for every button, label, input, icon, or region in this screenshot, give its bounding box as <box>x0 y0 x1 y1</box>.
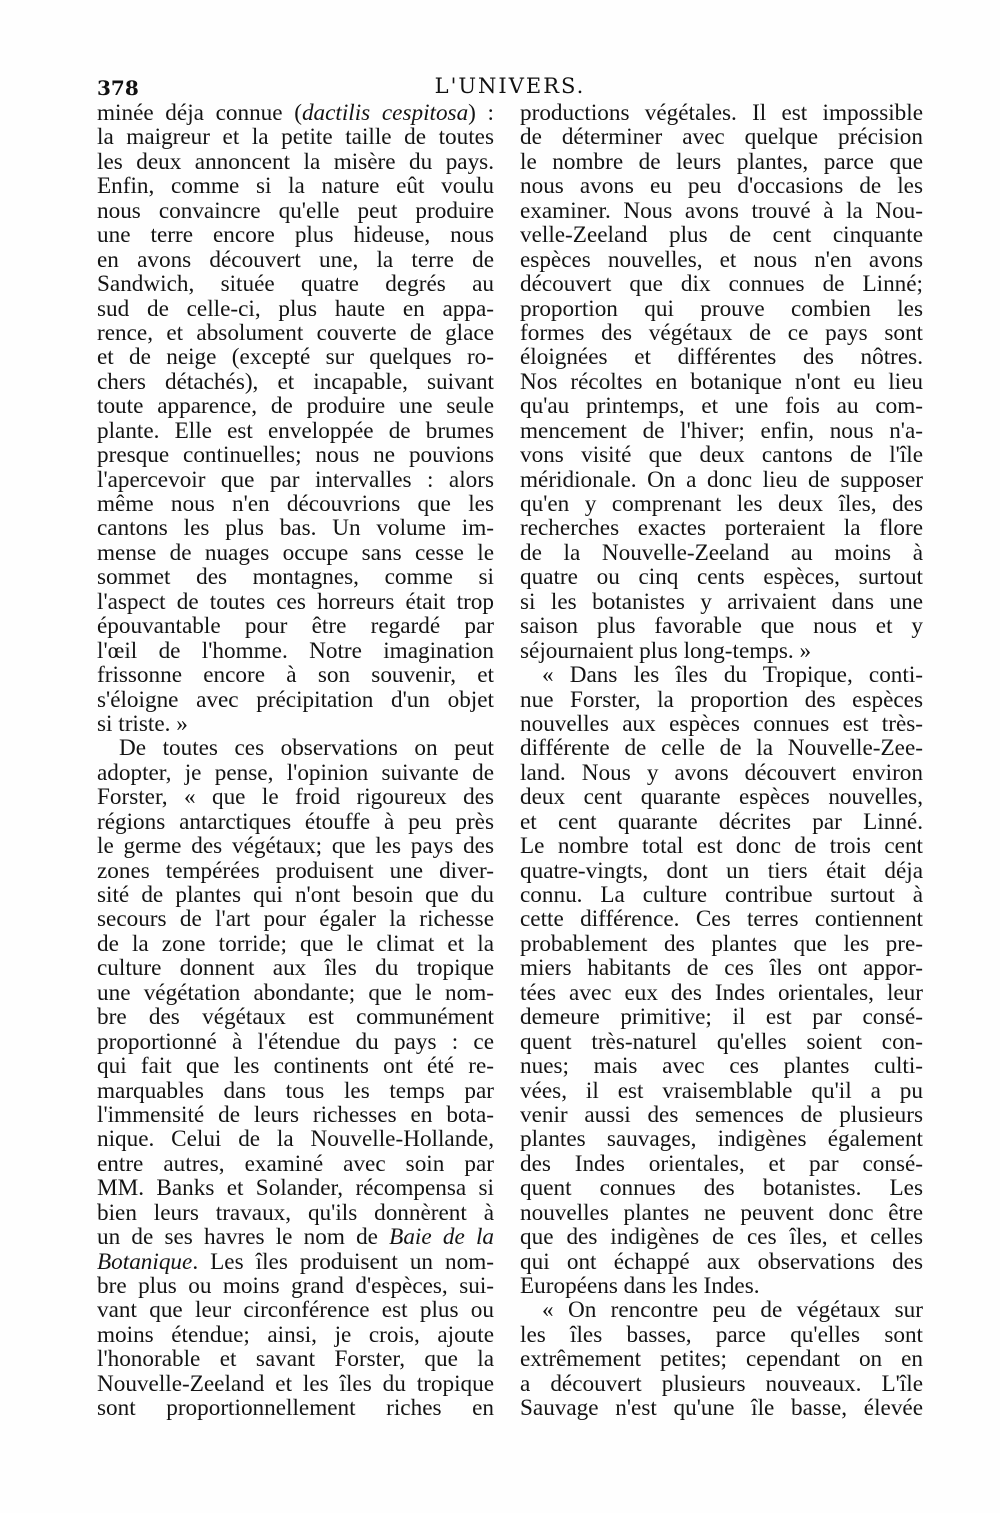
text-line <box>97 981 494 1005</box>
text-line <box>97 1298 494 1322</box>
text-line <box>520 614 923 638</box>
text-segment: cantons les plus bas. Un volume im- <box>97 515 494 542</box>
text-line <box>97 810 494 834</box>
text-line <box>520 419 923 443</box>
italic-text-segment: Baie de la <box>389 1224 494 1251</box>
text-line <box>97 639 494 663</box>
right-text-column <box>520 101 923 1421</box>
left-text-column <box>97 101 494 1421</box>
text-line <box>520 125 923 149</box>
text-line <box>97 492 494 516</box>
text-line <box>97 394 494 418</box>
text-line <box>520 174 923 198</box>
text-segment: proportionné à l'étendue du pays : ce <box>97 1028 494 1055</box>
text-line <box>520 370 923 394</box>
text-line <box>97 1005 494 1029</box>
text-segment: quent connues des botanistes. Les <box>520 1175 923 1202</box>
text-line <box>97 468 494 492</box>
text-segment: venir aussi des semences de plusieurs <box>520 1101 923 1128</box>
text-line <box>97 150 494 174</box>
text-line <box>97 956 494 980</box>
text-line <box>97 761 494 785</box>
text-segment: Sandwich, située quatre degrés au <box>97 271 494 298</box>
text-segment: découvert que dix connues de Linné; <box>520 271 923 298</box>
text-line <box>520 1201 923 1225</box>
text-segment: une végétation abondante; que le nom- <box>97 979 494 1006</box>
text-segment: moins étendue; ainsi, je crois, ajoute <box>97 1321 494 1348</box>
text-line <box>97 101 494 125</box>
text-segment: presque continuelles; nous ne pouvions <box>97 442 494 469</box>
text-segment: que des indigènes de ces îles, et celles <box>520 1224 923 1251</box>
text-segment: l'aspect de toutes ces horreurs était trop <box>97 588 494 615</box>
text-line <box>520 932 923 956</box>
text-line <box>520 1079 923 1103</box>
text-segment: les deux annoncent la misère du pays. <box>97 148 494 175</box>
text-line <box>520 663 923 687</box>
text-line <box>97 1372 494 1396</box>
text-line <box>97 419 494 443</box>
text-segment: bre des végétaux est communément <box>97 1004 494 1031</box>
text-segment: land. Nous y avons découvert environ <box>520 759 923 786</box>
text-line <box>97 199 494 223</box>
text-segment: examiner. Nous avons trouvé à la Nou- <box>520 197 923 224</box>
text-line <box>520 321 923 345</box>
text-line <box>520 223 923 247</box>
text-segment: quatre-vingts, dont un tiers était déja <box>520 857 923 884</box>
text-segment: recherches exactes porteraient la flore <box>520 515 923 542</box>
text-line <box>520 785 923 809</box>
text-line <box>520 272 923 296</box>
text-segment: quent très-naturel qu'elles soient con- <box>520 1028 923 1055</box>
text-line <box>97 321 494 345</box>
text-line <box>97 1152 494 1176</box>
text-segment: qui fait que les continents ont été re- <box>97 1053 494 1080</box>
text-line <box>97 614 494 638</box>
text-segment: de la Nouvelle-Zeeland au moins à <box>520 539 923 566</box>
text-line <box>520 516 923 540</box>
text-line <box>97 712 494 736</box>
text-segment: Forster, « que le froid rigoureux des <box>97 784 494 811</box>
text-line <box>97 125 494 149</box>
text-segment: miers habitants de ces îles ont appor- <box>520 955 923 982</box>
text-line <box>520 1274 923 1298</box>
text-segment: marquables dans tous les temps par <box>97 1077 494 1104</box>
text-line <box>520 199 923 223</box>
text-line <box>520 1103 923 1127</box>
italic-text-segment: Botanique <box>97 1248 193 1275</box>
text-segment: a découvert plusieurs nouveaux. L'île <box>520 1370 923 1397</box>
text-line <box>520 1323 923 1347</box>
text-line <box>520 1054 923 1078</box>
text-line <box>97 1396 494 1420</box>
text-line <box>520 1127 923 1151</box>
text-line <box>97 663 494 687</box>
text-line <box>97 370 494 394</box>
text-segment: l'apercevoir que par intervalles : alors <box>97 466 494 493</box>
text-line <box>520 1176 923 1200</box>
text-segment: adopter, je pense, l'opinion suivante de <box>97 759 494 786</box>
running-title: L'UNIVERS. <box>434 74 586 98</box>
text-line <box>520 1396 923 1420</box>
text-line <box>520 101 923 125</box>
text-segment: nous convaincre qu'elle peut produire <box>97 197 494 224</box>
text-segment: Le nombre total est donc de trois cent <box>520 833 923 860</box>
text-segment: toute apparence, de produire une seule <box>97 393 494 420</box>
text-line <box>97 736 494 760</box>
text-segment: secours de l'art pour égaler la richesse <box>97 906 494 933</box>
text-line <box>520 1298 923 1322</box>
text-line <box>97 1030 494 1054</box>
text-segment: cette différence. Ces terres contiennent <box>520 906 923 933</box>
text-segment: Sauvage n'est qu'une île basse, élevée <box>520 1395 923 1422</box>
text-segment: minée déja connue ( <box>97 100 302 126</box>
text-line <box>97 834 494 858</box>
text-segment: « On rencontre peu de végétaux sur <box>542 1297 923 1324</box>
text-segment: même nous n'en découvrions que les <box>97 491 494 517</box>
text-segment: le nombre de leurs plantes, parce que <box>520 148 923 175</box>
text-line <box>97 345 494 369</box>
text-line <box>520 394 923 418</box>
text-segment: et de neige (excepté sur quelques ro- <box>97 344 494 371</box>
text-segment: velle-Zeeland plus de cent cinquante <box>520 222 923 249</box>
text-segment: mense de nuages occupe sans cesse le <box>97 539 494 566</box>
text-line <box>97 1176 494 1200</box>
text-line <box>520 810 923 834</box>
text-segment: qu'au printemps, et une fois au com- <box>520 393 923 420</box>
text-line <box>97 1347 494 1371</box>
text-segment: une terre encore plus hideuse, nous <box>97 222 494 249</box>
text-segment: qu'en y comprenant les deux îles, des <box>520 491 923 517</box>
text-line <box>520 981 923 1005</box>
text-segment: extrêmement petites; cependant on en <box>520 1346 923 1373</box>
text-line <box>520 639 923 663</box>
text-segment: nue Forster, la proportion des espèces <box>520 686 923 713</box>
text-segment: saison plus favorable que nous et y <box>520 613 923 640</box>
text-segment: régions antarctiques étouffe à peu près <box>97 808 494 835</box>
text-line <box>97 907 494 931</box>
text-segment: plante. Elle est enveloppée de brumes <box>97 417 494 444</box>
text-segment: vées, il est vraisemblable qu'il a pu <box>520 1077 923 1104</box>
text-line <box>520 590 923 614</box>
text-segment: Européens dans les Indes. <box>520 1273 760 1299</box>
text-line <box>97 443 494 467</box>
text-segment: méridionale. On a donc lieu de supposer <box>520 466 923 493</box>
text-segment: si triste. » <box>97 710 188 737</box>
page-header <box>97 72 923 102</box>
text-segment: bien leurs travaux, qu'ils donnèrent à <box>97 1199 494 1226</box>
text-line <box>520 1250 923 1274</box>
text-line <box>97 1323 494 1347</box>
text-segment: nouvelles plantes ne peuvent donc être <box>520 1199 923 1226</box>
text-segment: Nos récoltes en botanique n'ont eu lieu <box>520 368 923 395</box>
text-line <box>520 712 923 736</box>
text-segment: vant que leur circonférence est plus ou <box>97 1297 494 1324</box>
text-segment: « Dans les îles du Tropique, conti- <box>542 662 923 689</box>
italic-text-segment: dactilis cespitosa <box>301 100 469 126</box>
page-number: 378 <box>97 76 139 100</box>
text-segment: épouvantable pour être regardé par <box>97 613 494 640</box>
text-line <box>97 1250 494 1274</box>
text-segment: mencement de l'hiver; enfin, nous n'a- <box>520 417 923 444</box>
text-line <box>520 297 923 321</box>
text-segment: sommet des montagnes, comme si <box>97 564 494 591</box>
text-segment: proportion qui prouve combien les <box>520 295 923 322</box>
text-line <box>520 345 923 369</box>
text-segment: nues; mais avec ces plantes culti- <box>520 1053 923 1080</box>
text-segment: sud de celle-ci, plus haute en appa- <box>97 295 494 322</box>
text-line <box>520 1372 923 1396</box>
text-segment: des Indes orientales, et par consé- <box>520 1150 923 1177</box>
text-line <box>520 736 923 760</box>
text-line <box>97 1103 494 1127</box>
text-segment: entre autres, examiné avec soin par <box>97 1150 494 1177</box>
text-segment: vons visité que deux cantons de l'île <box>520 442 923 469</box>
text-line <box>520 541 923 565</box>
text-segment: probablement des plantes que les pre- <box>520 930 923 957</box>
text-line <box>97 248 494 272</box>
text-line <box>520 761 923 785</box>
text-segment: rence, et absolument couverte de glace <box>97 319 494 346</box>
text-line <box>520 1030 923 1054</box>
text-line <box>97 932 494 956</box>
text-line <box>520 688 923 712</box>
text-segment: bre plus ou moins grand d'espèces, sui- <box>97 1273 494 1299</box>
text-line <box>520 907 923 931</box>
text-segment: zones tempérées produisent une diver- <box>97 857 494 884</box>
text-segment: nouvelles aux espèces connues est très- <box>520 710 923 737</box>
text-segment: culture donnent aux îles du tropique <box>97 955 494 982</box>
text-line <box>520 883 923 907</box>
text-line <box>97 1225 494 1249</box>
text-segment: nous avons eu peu d'occasions de les <box>520 173 923 200</box>
text-segment: de déterminer avec quelque précision <box>520 124 923 151</box>
text-line <box>97 883 494 907</box>
text-line <box>97 223 494 247</box>
text-segment: frissonne encore à son souvenir, et <box>97 662 494 689</box>
text-segment: Nouvelle-Zeeland et les îles du tropique <box>97 1370 494 1397</box>
text-segment: éloignées et différentes des nôtres. <box>520 344 923 371</box>
text-line <box>520 565 923 589</box>
text-line <box>97 272 494 296</box>
text-line <box>97 297 494 321</box>
text-line <box>97 1054 494 1078</box>
text-segment: quatre ou cinq cents espèces, surtout <box>520 564 923 591</box>
text-segment: chers détachés), et incapable, suivant <box>97 368 494 395</box>
text-segment: s'éloigne avec précipitation d'un objet <box>97 686 494 713</box>
text-line <box>520 859 923 883</box>
text-line <box>520 248 923 272</box>
text-line <box>520 468 923 492</box>
text-segment: séjournaient plus long-temps. » <box>520 637 812 664</box>
text-segment: si les botanistes y arrivaient dans une <box>520 588 923 615</box>
text-segment: qui ont échappé aux observations des <box>520 1248 923 1275</box>
text-line <box>520 834 923 858</box>
text-segment: en avons découvert une, la terre de <box>97 246 494 273</box>
text-line <box>520 492 923 516</box>
text-segment: demeure primitive; il est par consé- <box>520 1004 923 1031</box>
text-line <box>97 859 494 883</box>
text-segment: plantes sauvages, indigènes également <box>520 1126 923 1153</box>
text-segment: connu. La culture contribue surtout à <box>520 882 923 908</box>
text-line <box>97 1079 494 1103</box>
text-line <box>520 1005 923 1029</box>
text-line <box>97 541 494 565</box>
text-segment: sont proportionnellement riches en <box>97 1395 494 1422</box>
text-segment: et cent quarante décrites par Linné. <box>520 808 923 835</box>
text-segment: ) : <box>468 100 494 126</box>
text-segment: différente de celle de la Nouvelle-Zee- <box>520 735 923 762</box>
text-line <box>97 785 494 809</box>
text-line <box>520 150 923 174</box>
text-line <box>520 443 923 467</box>
text-line <box>97 1274 494 1298</box>
text-segment: l'honorable et savant Forster, que la <box>97 1346 494 1373</box>
text-line <box>97 516 494 540</box>
text-line <box>520 1152 923 1176</box>
text-segment: de la zone torride; que le climat et la <box>97 930 494 957</box>
text-line <box>97 688 494 712</box>
text-line <box>97 1127 494 1151</box>
text-segment: l'œil de l'homme. Notre imagination <box>97 637 494 664</box>
text-segment: tées avec eux des Indes orientales, leur <box>520 979 923 1006</box>
text-segment: . Les îles produisent un nom- <box>192 1248 494 1275</box>
text-segment: espèces nouvelles, et nous n'en avons <box>520 246 923 273</box>
text-segment: deux cent quarante espèces nouvelles, <box>520 784 923 811</box>
text-line <box>97 1201 494 1225</box>
text-segment: la maigreur et la petite taille de toutes <box>97 124 494 151</box>
text-segment: l'immensité de leurs richesses en bota- <box>97 1101 494 1128</box>
text-line <box>520 1225 923 1249</box>
text-segment: un de ses havres le nom de <box>97 1224 390 1251</box>
text-segment: De toutes ces observations on peut <box>119 735 494 762</box>
text-segment: nique. Celui de la Nouvelle-Hollande, <box>97 1126 494 1153</box>
text-segment: les îles basses, parce qu'elles sont <box>520 1321 923 1348</box>
text-line <box>520 1347 923 1371</box>
text-line <box>97 590 494 614</box>
text-segment: MM. Banks et Solander, récompensa si <box>97 1175 494 1202</box>
text-segment: Enfin, comme si la nature eût voulu <box>97 173 494 200</box>
text-segment: formes des végétaux de ce pays sont <box>520 319 923 346</box>
text-line <box>97 565 494 589</box>
text-line <box>520 956 923 980</box>
text-line <box>97 174 494 198</box>
text-segment: sité de plantes qui n'ont besoin que du <box>97 882 494 908</box>
text-segment: productions végétales. Il est impossible <box>520 100 923 126</box>
text-segment: le germe des végétaux; que les pays des <box>97 833 494 860</box>
